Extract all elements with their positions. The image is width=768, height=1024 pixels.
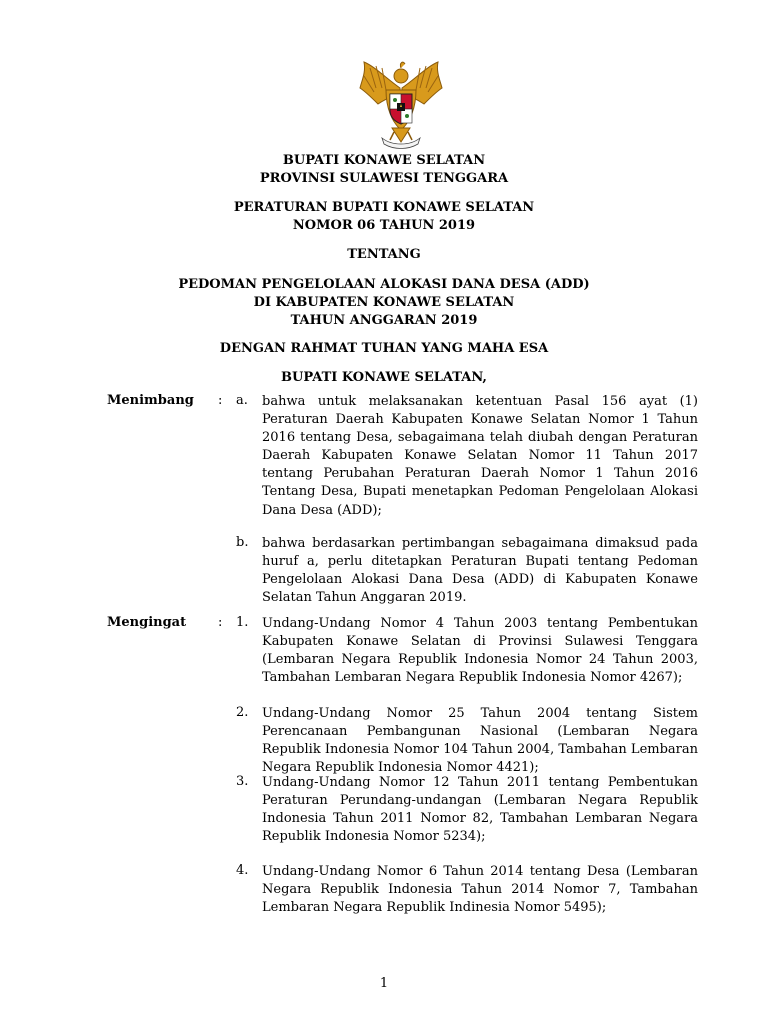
rahmat-heading: DENGAN RAHMAT TUHAN YANG MAHA ESA <box>219 341 549 356</box>
item-text: bahwa untuk melaksanakan ketentuan Pasal 156 ayat (1) Peraturan Daerah Kabupaten Konawe Selatan Nomor 1 Tahun 2016 tentang Desa, sebagaimana telah diubah dengan Peraturan Daerah Kabupaten Konawe Selatan Nomor 11 Tahun 2017 tentang Perubahan Peraturan Daerah Nomor 1 Tahun 2016 Tentang Desa, Bupati menetapkan Pedoman Pengelolaan Alokasi Dana Desa (ADD); <box>262 394 698 518</box>
mengingat-colon: : <box>218 615 223 630</box>
item-marker: 2. <box>236 705 249 720</box>
item-marker: 1. <box>236 615 249 630</box>
item-text: Undang-Undang Nomor 12 Tahun 2011 tentang Pembentukan Peraturan Perundang-undangan (Lembaran Negara Republik Indonesia Tahun 2011 Nomor 82, Tambahan Lembaran Negara Republik Indonesia Nomor 5234); <box>262 775 698 845</box>
page-number: 1 <box>379 976 389 991</box>
mengingat-label: Mengingat <box>107 615 187 630</box>
subject-line-3: TAHUN ANGGARAN 2019 <box>290 313 478 328</box>
menimbang-colon: : <box>218 393 223 408</box>
regulation-name: PERATURAN BUPATI KONAWE SELATAN <box>233 200 535 215</box>
regulation-number: NOMOR 06 TAHUN 2019 <box>292 218 476 233</box>
item-marker: a. <box>236 393 248 408</box>
document-heading <box>0 152 768 188</box>
garuda-emblem <box>356 58 446 150</box>
regulation-title <box>0 199 768 235</box>
item-text: Undang-Undang Nomor 6 Tahun 2014 tentang Desa (Lembaran Negara Republik Indonesia Tahun 2014 Nomor 7, Tambahan Lembaran Negara Republik Indinesia Nomor 5495); <box>262 864 698 916</box>
subject-line-1: PEDOMAN PENGELOLAAN ALOKASI DANA DESA (ADD) <box>178 277 590 292</box>
subject-line-2: DI KABUPATEN KONAWE SELATAN <box>253 295 515 310</box>
heading-provinsi: PROVINSI SULAWESI TENGGARA <box>259 171 509 186</box>
item-marker: 3. <box>236 774 249 789</box>
item-text: Undang-Undang Nomor 25 Tahun 2004 tentang Sistem Perencanaan Pembangunan Nasional (Lembaran Negara Republik Indonesia Nomor 104 Tahun 2004, Tambahan Lembaran Negara Republik Indonesia Nomor 4421); <box>262 706 698 776</box>
item-text: Undang-Undang Nomor 4 Tahun 2003 tentang Pembentukan Kabupaten Konawe Selatan di Provinsi Sulawesi Tenggara (Lembaran Negara Republik Indonesia Nomor 24 Tahun 2003, Tambahan Lembaran Negara Republik Indonesia Nomor 4267); <box>262 616 698 686</box>
regulation-subject <box>0 276 768 330</box>
item-marker: 4. <box>236 863 249 878</box>
item-marker: b. <box>236 535 249 550</box>
item-text: bahwa berdasarkan pertimbangan sebagaimana dimaksud pada huruf a, perlu ditetapkan Peraturan Bupati tentang Pedoman Pengelolaan Alokasi Dana Desa (ADD) di Kabupaten Konawe Selatan Tahun Anggaran 2019. <box>262 536 698 606</box>
tentang-heading: TENTANG <box>347 247 421 262</box>
heading-bupati: BUPATI KONAWE SELATAN <box>282 153 486 168</box>
menimbang-label: Menimbang <box>107 393 194 408</box>
bupati-signature-heading: BUPATI KONAWE SELATAN, <box>281 370 487 385</box>
